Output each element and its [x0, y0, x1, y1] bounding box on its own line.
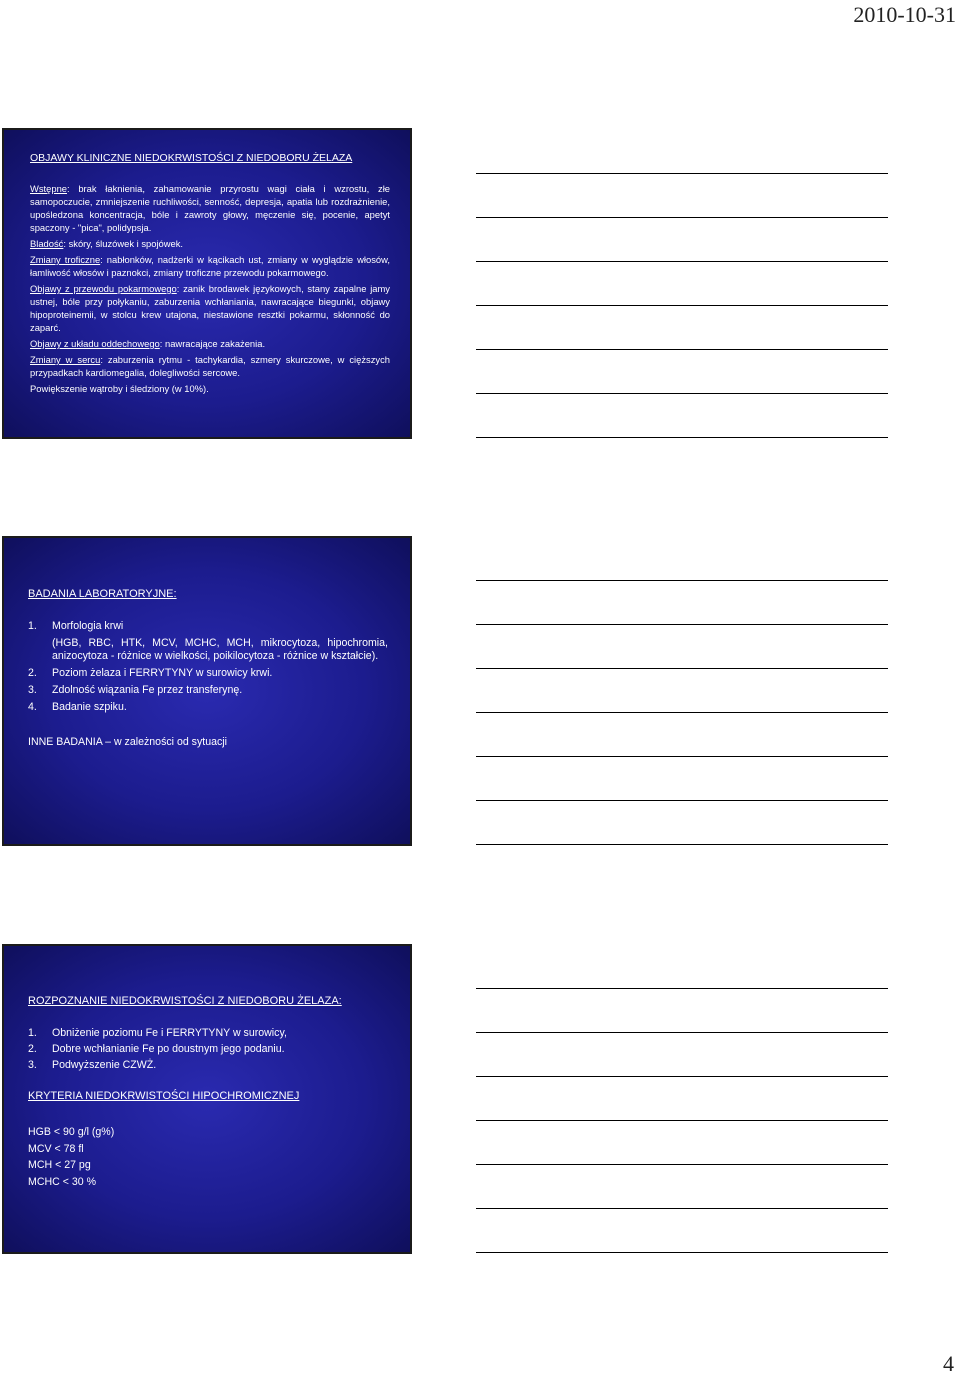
- list-text: Dobre wchłanianie Fe po doustnym jego podaniu.: [52, 1043, 285, 1055]
- paragraph-label: Zmiany w sercu: [30, 354, 101, 365]
- note-line: [476, 988, 888, 989]
- criteria-item: MCHC < 30 %: [28, 1175, 96, 1188]
- paragraph-respiratory-symptoms: [30, 337, 390, 350]
- slide-title: BADANIA LABORATORYJNE:: [28, 588, 177, 600]
- list-text: Obniżenie poziomu Fe i FERRYTYNY w surowicy,: [52, 1027, 287, 1039]
- paragraph-initial-symptoms: [30, 182, 390, 234]
- paragraph-digestive-symptoms: [30, 282, 390, 334]
- paragraph-text: : nawracające zakażenia.: [159, 338, 266, 349]
- note-line: [476, 1252, 888, 1253]
- slide-2: [2, 536, 412, 846]
- paragraph-text: : zanik brodawek językowych, stany zapalne jamy ustnej, bóle przy połykaniu, zaburzenia wchłaniania, nawracające biegunki, objawy hipoproteinemii, w stolcu krew utajona, niestawione resztki pokarmu, skłonność do zaparć.: [30, 283, 390, 333]
- note-line: [476, 437, 888, 438]
- list-item: [28, 1043, 388, 1056]
- paragraph-trophic-changes: [30, 253, 390, 279]
- note-line: [476, 712, 888, 713]
- note-line: [476, 1120, 888, 1121]
- criteria-title: KRYTERIA NIEDOKRWISTOŚCI HIPOCHROMICZNEJ: [28, 1090, 300, 1102]
- paragraph-text: Powiększenie wątroby i śledziony (w 10%).: [30, 383, 209, 394]
- paragraph-text: : brak łaknienia, zahamowanie przyrostu wagi ciała i wzrostu, złe samopoczucie, zmniejszenie ruchliwości, senność, depresja, apatia lub rozdrażnienie, upośledzona koncentracja, bóle i zawroty głowy, męczenie się, pocenie, apetyt spaczony - "pica", polidypsja.: [30, 183, 390, 233]
- list-number: 4.: [28, 701, 37, 713]
- slide-title: OBJAWY KLINICZNE NIEDOKRWISTOŚCI Z NIEDOBORU ŻELAZA: [30, 152, 353, 164]
- diagnosis-list: [28, 1027, 388, 1072]
- note-line: [476, 800, 888, 801]
- paragraph-heart-changes: [30, 353, 390, 379]
- note-line: [476, 1164, 888, 1165]
- paragraph-text: : skóry, śluzówek i spojówek.: [63, 238, 184, 249]
- list-number: 1.: [28, 1027, 37, 1039]
- paragraph-label: Objawy z przewodu pokarmowego: [30, 283, 177, 294]
- list-number: 1.: [28, 620, 37, 632]
- list-number: 2.: [28, 667, 37, 679]
- note-line: [476, 173, 888, 174]
- list-item: [28, 667, 388, 680]
- page-number: 4: [943, 1351, 954, 1376]
- list-item: [28, 1059, 388, 1072]
- list-text: Badanie szpiku.: [52, 701, 127, 713]
- note-line: [476, 756, 888, 757]
- list-text: Poziom żelaza i FERRYTYNY w surowicy krwi.: [52, 667, 273, 679]
- other-tests-note: INNE BADANIA – w zależności od sytuacji: [28, 736, 228, 748]
- paragraph-organomegaly: [30, 382, 390, 395]
- paragraph-label: Objawy z układu oddechowego: [30, 338, 160, 349]
- lab-tests-list: [28, 620, 388, 633]
- slide-title: ROZPOZNANIE NIEDOKRWISTOŚCI Z NIEDOBORU ŻELAZA:: [28, 995, 342, 1007]
- slide-3: [2, 944, 412, 1254]
- note-line: [476, 261, 888, 262]
- note-line: [476, 393, 888, 394]
- note-line: [476, 349, 888, 350]
- note-line: [476, 1032, 888, 1033]
- lab-tests-list-continued: [28, 667, 388, 714]
- paragraph-label: Zmiany troficzne: [30, 254, 101, 265]
- header-date: 2010-10-31: [853, 2, 956, 27]
- list-item: [28, 684, 388, 697]
- note-line: [476, 844, 888, 845]
- note-line: [476, 1076, 888, 1077]
- slide-1: [2, 128, 412, 439]
- criteria-item: MCV < 78 fl: [28, 1142, 84, 1155]
- list-text: Zdolność wiązania Fe przez transferynę.: [52, 684, 243, 696]
- blood-count-details: (HGB, RBC, HTK, MCV, MCHC, MCH, mikrocytoza, hipochromia, anizocytoza - różnice w wielkości, poikilocytoza - różnice w kształcie).: [52, 637, 388, 662]
- paragraph-text: : nabłonków, nadżerki w kącikach ust, zmiany w wyglądzie włosów, łamliwość włosów i paznokci, zmiany troficzne przewodu pokarmowego.: [30, 254, 390, 278]
- note-line: [476, 217, 888, 218]
- note-line: [476, 305, 888, 306]
- criteria-item: HGB < 90 g/l (g%): [28, 1126, 115, 1138]
- list-text: Podwyższenie CZWŻ.: [52, 1059, 157, 1071]
- list-item: [28, 620, 388, 633]
- list-number: 3.: [28, 684, 37, 696]
- paragraph-text: : zaburzenia rytmu - tachykardia, szmery skurczowe, w cięższych przypadkach kardiomegalia, dolegliwości sercowe.: [30, 354, 390, 378]
- paragraph-label: Bladość: [30, 238, 64, 249]
- criteria-list: [28, 1124, 388, 1190]
- list-item: [28, 1027, 388, 1040]
- list-number: 3.: [28, 1059, 37, 1071]
- note-line: [476, 668, 888, 669]
- paragraph-label: Wstępne: [30, 183, 67, 194]
- note-line: [476, 580, 888, 581]
- list-number: 2.: [28, 1043, 37, 1055]
- note-line: [476, 1208, 888, 1209]
- list-item: [28, 701, 388, 714]
- paragraph-pallor: [30, 237, 390, 250]
- list-text: Morfologia krwi: [52, 620, 124, 632]
- note-line: [476, 624, 888, 625]
- criteria-item: MCH < 27 pg: [28, 1159, 91, 1171]
